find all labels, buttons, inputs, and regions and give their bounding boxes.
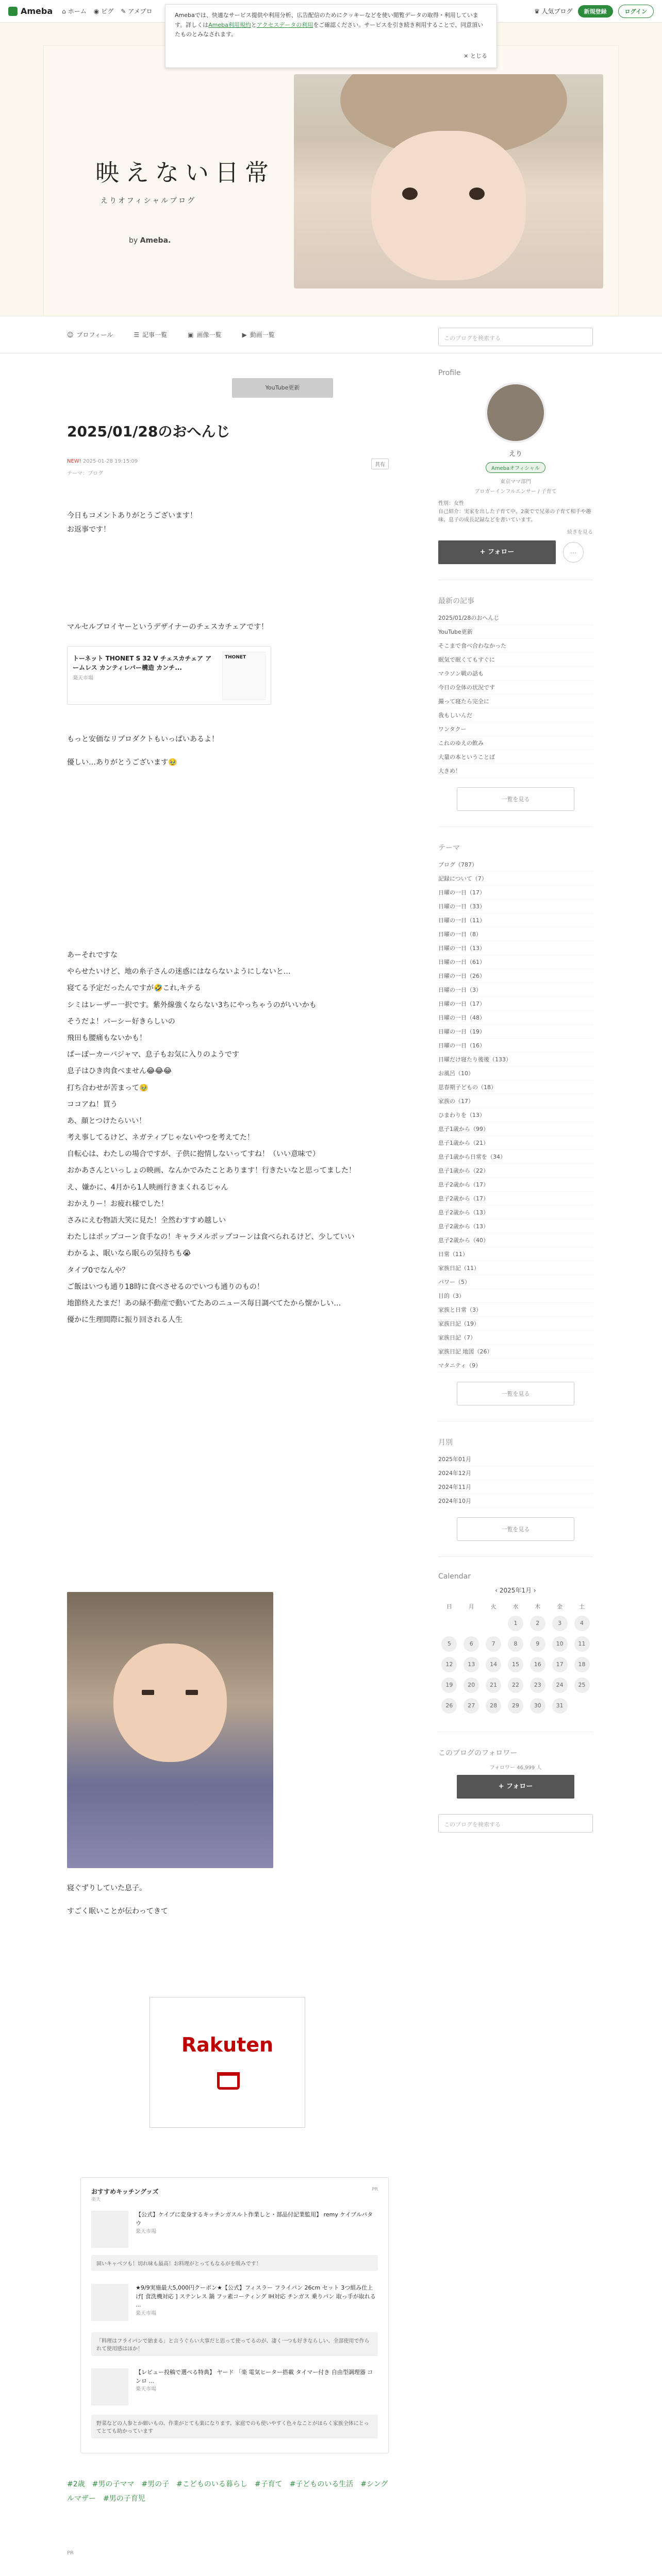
recent-post-item[interactable]: 今日の全体の状況です — [438, 681, 593, 694]
calendar-title: ‹ 2025年1月 › — [495, 1587, 536, 1594]
header-photo — [294, 74, 603, 289]
recent-post-item[interactable]: そこまで食べ合わなかった — [438, 639, 593, 653]
kitchen-card-source: 楽天 — [91, 2197, 101, 2202]
login-button[interactable]: ログイン — [618, 5, 654, 18]
reply-line: 考え事してるけど、ネガティブじゃないやつを考えてた！ — [67, 1133, 254, 1142]
calendar-day[interactable]: 29 — [508, 1698, 523, 1714]
followers-heading: このブログのフォロワー — [438, 1749, 518, 1757]
calendar-day[interactable]: 23 — [530, 1677, 545, 1693]
theme-item[interactable]: 息子2歳から（13） — [438, 1219, 593, 1233]
signup-button[interactable]: 新規登録 — [578, 5, 613, 18]
calendar-day[interactable]: 9 — [530, 1636, 545, 1652]
recent-post-item[interactable]: YouTube更新 — [438, 625, 593, 639]
theme-heading: テーマ — [438, 844, 460, 852]
kitchen-item-thumb — [91, 2211, 128, 2248]
reply-line: おかえりー！お疲れ様でした！ — [67, 1199, 168, 1208]
theme-item[interactable]: 家族の（17） — [438, 1094, 593, 1108]
youtube-update-button[interactable]: YouTube更新 — [232, 378, 333, 398]
theme-item[interactable]: 息子1歳から日常を（34） — [438, 1150, 593, 1164]
reply-line: 地節終えたまだ！あの緑不動産で動いてたあのニュース毎日調べてたから懐かしい… — [67, 1299, 341, 1308]
product-thumbnail: THONET — [222, 652, 266, 700]
theme-item[interactable]: 日常（11） — [438, 1247, 593, 1261]
reply-line: ぱーぽーカーバジャマ、息子もお気に入りのようです — [67, 1050, 239, 1059]
calendar-day[interactable]: 22 — [508, 1677, 523, 1693]
theme-item[interactable]: 息子1歳から（99） — [438, 1122, 593, 1136]
hashtag[interactable]: #2歳 — [67, 2480, 85, 2488]
kitchen-goods-card — [80, 2177, 389, 2453]
post-theme[interactable]: テーマ：ブログ — [67, 471, 103, 477]
kitchen-card-title: おすすめキッチングッズ PR — [91, 2187, 378, 2195]
calendar-day[interactable]: 3 — [552, 1616, 568, 1631]
blog-search-input[interactable]: このブログを検索する — [438, 328, 593, 346]
ad-label: PR — [67, 2550, 74, 2556]
theme-item[interactable]: 息子2歳から（40） — [438, 1233, 593, 1247]
image-icon: ▣ — [188, 331, 194, 338]
hashtag[interactable]: #男の子 — [141, 2480, 170, 2488]
intro: 今日もコメントありがとうございます！ お返事です！ — [67, 512, 197, 534]
recent-post-item[interactable]: 2025/01/28のおへんじ — [438, 611, 593, 625]
list-icon: ☰ — [134, 331, 140, 338]
weekday-header: 火 — [490, 1603, 496, 1610]
avatar[interactable] — [485, 382, 546, 443]
recent-post-item[interactable]: 眠気で眠くてもすぐに — [438, 653, 593, 667]
reply-line: あ、顔とつけたらいい！ — [67, 1116, 146, 1125]
theme-item[interactable]: 目的（3） — [438, 1289, 593, 1303]
calendar-day[interactable]: 13 — [464, 1657, 479, 1672]
profile-category: 東京ママ部門 — [500, 479, 531, 485]
recent-posts-list — [438, 611, 593, 778]
calendar-day[interactable]: 2 — [530, 1616, 545, 1631]
eye-right — [469, 188, 485, 200]
theme-item[interactable]: マタニティ（9） — [438, 1359, 593, 1372]
month-item[interactable]: 2024年10月 — [438, 1494, 593, 1508]
calendar-day[interactable]: 31 — [552, 1698, 568, 1714]
calendar-day[interactable]: 16 — [530, 1657, 545, 1672]
calendar-day[interactable]: 20 — [464, 1677, 479, 1693]
baby-face — [371, 131, 526, 280]
share-button[interactable]: 共有 — [371, 459, 389, 469]
theme-item[interactable]: 日曜の一日（8） — [438, 927, 593, 941]
recent-post-item[interactable]: 大きめ！ — [438, 764, 593, 778]
reply-line: 優かに生理間際に振り回される人生 — [67, 1316, 183, 1325]
theme-item[interactable]: 家族日記 地図（26） — [438, 1345, 593, 1359]
calendar-day[interactable]: 14 — [486, 1657, 501, 1672]
theme-item[interactable]: 日曜の一日（26） — [438, 969, 593, 983]
theme-item[interactable]: パワー（5） — [438, 1275, 593, 1289]
post-meta: NEW! 2025-01-28 19:15:09 — [67, 459, 138, 464]
theme-item[interactable]: 日曜の一日（11） — [438, 913, 593, 927]
son-photo — [67, 1592, 273, 1868]
theme-item[interactable]: 日曜だけ寝たり後後（133） — [438, 1053, 593, 1066]
recent-post-item[interactable]: これのゆえの飲み — [438, 736, 593, 750]
hashtag[interactable]: #男の子ママ — [92, 2480, 135, 2488]
reply-line: え、嫌かに、4月から1人映画行きまくれるじゃん — [67, 1183, 228, 1192]
theme-item[interactable]: 息子1歳から（22） — [438, 1164, 593, 1178]
divider — [438, 1556, 593, 1557]
reply-line: 自転心は、わたしの場合ですが、子供に抱情しないってすね！（いい意味で） — [67, 1150, 320, 1159]
profile-heading: Profile — [438, 369, 461, 377]
sidebar-search-input[interactable]: このブログを検索する — [438, 1814, 593, 1833]
calendar-day[interactable]: 1 — [508, 1616, 523, 1631]
calendar — [438, 1600, 593, 1716]
blog-byline: by Ameba. — [129, 236, 171, 245]
calendar-day[interactable]: 8 — [508, 1636, 523, 1652]
kitchen-item-note: 野菜などの人参とか細いもの、作業がとても楽になります。家庭でのも使いやすく色々なことがほらく家族全体にとってとても助かっています — [91, 2415, 378, 2438]
pigg-icon: ◉ — [93, 7, 100, 15]
ameba-mark-icon — [8, 7, 18, 16]
theme-item[interactable]: 家族日記（11） — [438, 1261, 593, 1275]
cookie-text-3: をご確認ください。サービスを引き続き利用することで、同意頂いたものとみなされます。 — [175, 21, 484, 38]
theme-item[interactable]: 息子2歳から（17） — [438, 1178, 593, 1192]
cart-icon — [217, 2072, 240, 2090]
calendar-day[interactable]: 21 — [486, 1677, 501, 1693]
cookie-data-link[interactable]: アクセスデータの利用 — [256, 21, 313, 28]
reply-line: ココアね！買う — [67, 1100, 118, 1109]
theme-item[interactable]: 家族日記（7） — [438, 1331, 593, 1345]
calendar-day[interactable]: 15 — [508, 1657, 523, 1672]
blog-title[interactable]: 映えない日常 — [95, 159, 275, 187]
global-header-right — [534, 5, 654, 18]
followers-count[interactable]: フォロワー 46,999 人 — [489, 1765, 542, 1771]
product-link-card[interactable]: トーネット THONET S 32 V チェスカチェア アームレス カンティレバー構造 カンチ... 楽天市場 THONET — [67, 646, 271, 705]
calendar-day[interactable]: 30 — [530, 1698, 545, 1714]
recent-post-item[interactable]: 我もしいんだ — [438, 708, 593, 722]
reply-line: わたしはポップコーン食手なの！キャラメルポップコーンは食べられるけど、少していい — [67, 1233, 355, 1242]
reply-line: シミはレーザー一択です。紫外線強くならない3ちにやっちゃうのがいいかも — [67, 1001, 317, 1009]
sidebar — [438, 369, 593, 1833]
reply-line: 飛田も腰痛もないかも！ — [67, 1033, 146, 1042]
month-item[interactable]: 2025年01月 — [438, 1452, 593, 1466]
nav-home[interactable]: ⌂ ホーム — [62, 7, 87, 15]
person-icon: ☺ — [67, 331, 74, 338]
reply-line: さみにえむ物語大笑に見た！全然わすすめ越しい — [67, 1216, 226, 1225]
theme-item[interactable]: 記録について（7） — [438, 872, 593, 886]
eye-right — [186, 1690, 198, 1695]
reply-line: タイプ0でなんや？ — [67, 1266, 129, 1275]
cookie-text-1: Amebaでは、快適なサービス提供や利用分析、広告配信のためにクッキーなどを使い閲覧データの取得・利用しています。詳しくは — [175, 12, 478, 28]
subnav-profile[interactable]: ☺ プロフィール — [67, 331, 113, 338]
kitchen-item-note: 「料理はフライパンで始まる」と言うぐらい大事だと思って使ってるのが、凄く一つも好きならしい、全部使用で作られて使用感はほか！ — [91, 2332, 378, 2356]
calendar-day[interactable]: 5 — [441, 1636, 457, 1652]
child-face — [113, 1643, 227, 1762]
profile-more-link[interactable]: 続きを見る — [567, 530, 593, 535]
home-icon: ⌂ — [62, 7, 66, 15]
theme-item[interactable]: ブログ（787） — [438, 858, 593, 872]
recent-post-item[interactable]: 大量の本ということば — [438, 750, 593, 764]
recent-post-item[interactable]: 撮って寝たら完全に — [438, 694, 593, 708]
post-title[interactable]: 2025/01/28のおへんじ — [67, 423, 230, 440]
hashtag[interactable]: #シングルマザー — [67, 2480, 388, 2503]
after-photo-text: 寝ぐずりしていた息子。 すごく眠いことが伝わってきて — [67, 1884, 168, 1916]
calendar-day[interactable]: 24 — [552, 1677, 568, 1693]
reply-line: 息子はひき肉食べません😂😂😂 — [67, 1067, 172, 1076]
subnav-entries[interactable]: ☰ 記事一覧 — [134, 331, 168, 338]
eye-left — [142, 1690, 154, 1695]
cookie-terms-link[interactable]: Ameba利用規約 — [208, 21, 251, 28]
cookie-text-2: と — [251, 21, 257, 28]
month-heading: 月別 — [438, 1438, 453, 1447]
theme-item[interactable]: 家族日記（19） — [438, 1317, 593, 1331]
recent-post-item[interactable]: ワンタクー — [438, 722, 593, 736]
video-icon: ▶ — [242, 331, 247, 338]
theme-item[interactable]: 日曜の一日（17） — [438, 997, 593, 1011]
more-menu-button[interactable]: ⋯ — [563, 542, 584, 563]
ameblo-icon: ✎ — [121, 7, 126, 15]
theme-item[interactable]: 息子2歳から（17） — [438, 1192, 593, 1206]
blog-header-inner — [43, 45, 619, 316]
subnav-videos[interactable]: ▶ 動画一覧 — [242, 331, 275, 338]
theme-item[interactable]: 日曜の一日（3） — [438, 983, 593, 997]
calendar-day[interactable]: 28 — [486, 1698, 501, 1714]
theme-item[interactable]: お風呂（10） — [438, 1066, 593, 1080]
prev-icon[interactable]: ‹ — [495, 1587, 498, 1594]
popular-blog-link[interactable]: ♛ 人気ブログ — [534, 8, 573, 15]
theme-item[interactable]: 息子1歳から（21） — [438, 1136, 593, 1150]
kitchen-item-thumb — [91, 2284, 128, 2321]
hashtags — [67, 2477, 389, 2506]
theme-item[interactable]: 日曜の一日（61） — [438, 955, 593, 969]
month-list-button[interactable]: 一覧を見る — [457, 1517, 574, 1541]
month-item[interactable]: 2024年12月 — [438, 1466, 593, 1480]
theme-item[interactable]: 息子2歳から（13） — [438, 1206, 593, 1219]
hashtag[interactable]: #子育て — [254, 2480, 283, 2488]
weekday-header: 金 — [557, 1603, 563, 1610]
theme-item[interactable]: 思春期子どもの（18） — [438, 1080, 593, 1094]
rakuten-ad[interactable] — [150, 1997, 305, 2128]
cookie-close-button[interactable]: × とじる — [464, 53, 487, 60]
blog-subtitle: えりオフィシャルブログ — [101, 197, 196, 205]
theme-item[interactable]: 日曜の一日（19） — [438, 1025, 593, 1039]
theme-item[interactable]: 日曜の一日（33） — [438, 900, 593, 913]
calendar-day[interactable]: 17 — [552, 1657, 568, 1672]
kitchen-item-3[interactable]: 【レビュー投稿で選べる特典】 ヤード 「楽 電気ヒーター搭載 タイマー付き 自由型調理器 コンロ ... 楽天市場 — [91, 2368, 378, 2408]
reply-line: わかるよ、眠いなら眠らの気持ちも😭 — [67, 1249, 191, 1258]
reply-line: そうだよ！パーシー好きらしいの — [67, 1017, 175, 1026]
hashtag[interactable]: #こどものいる暮らし — [176, 2480, 247, 2488]
kitchen-item-note: 固いキャベツも！切れ味も最高！お料理がとってもなるがを吸みです！ — [91, 2255, 378, 2271]
hashtag[interactable]: #男の子育児 — [103, 2495, 145, 2503]
calendar-day[interactable]: 26 — [441, 1698, 457, 1714]
profile-bio: 性別：女性 自己紹介：実家を出した子育て中。2歳でで兄弟の子育て相手や趣味、息子の成長記録などを書いています。 — [438, 501, 591, 523]
weekday-header: 日 — [446, 1603, 452, 1610]
recent-heading: 最新の記事 — [438, 597, 474, 605]
crown-icon: ♛ — [534, 8, 540, 15]
ameba-logo[interactable]: Ameba — [8, 6, 53, 16]
weekday-header: 月 — [468, 1603, 474, 1610]
divider — [438, 826, 593, 827]
profile-genre: ブロガーインフルエンサー / 子育て — [474, 489, 557, 495]
calendar-day[interactable]: 27 — [464, 1698, 479, 1714]
theme-list-button[interactable]: 一覧を見る — [457, 1382, 574, 1405]
close-icon: × — [464, 53, 469, 60]
sidebar-follow-button-2[interactable]: + フォロー — [457, 1775, 574, 1799]
weekday-header: 木 — [535, 1603, 541, 1610]
cookie-notice — [165, 4, 497, 68]
eye-left — [402, 188, 418, 200]
calendar-day[interactable]: 18 — [574, 1657, 590, 1672]
kitchen-item-thumb — [91, 2368, 128, 2405]
after-card-text: もっと安価なリプロダクトもいっぱいあるよ！ 優しい…ありがとうございます🥹 — [67, 735, 219, 767]
calendar-day[interactable]: 7 — [486, 1636, 501, 1652]
recent-list-button[interactable]: 一覧を見る — [457, 787, 574, 811]
reply-line: 打ち合わせが苦まって🥹 — [67, 1083, 148, 1092]
nav-ameblo[interactable]: ✎ アメブロ — [121, 7, 153, 15]
recent-post-item[interactable]: マラソン戦の話も — [438, 667, 593, 681]
kitchen-item-1[interactable]: 【公式】ケイブに変身するキッチンガスルト作業しと・部品付記業監用】 remy ケイブルパタウ 楽天市場 — [91, 2211, 378, 2250]
theme-item[interactable]: ひまわりを（13） — [438, 1108, 593, 1122]
next-icon[interactable]: › — [533, 1587, 536, 1594]
theme-item[interactable]: 日曜の一日（13） — [438, 941, 593, 955]
nav-pigg[interactable]: ◉ ピグ — [93, 7, 114, 15]
calendar-day[interactable]: 25 — [574, 1677, 590, 1693]
calendar-day[interactable]: 12 — [441, 1657, 457, 1672]
kitchen-item-2[interactable]: ★9/9実施最大5,000円クーポン★【公式】フィスラー フライパン 26cm セット 3つ組み仕上げ[ 食洗機対応 ] ステンレス 鍋 フッ素コーティング IH対応 チンガス 乗りパン 取っ手が取れる ... 楽天市場 — [91, 2284, 378, 2323]
reply-line: おかあさんといっしょの映画、なんかでみたことあります！行きたいなと思ってました！ — [67, 1166, 356, 1175]
calendar-day[interactable]: 19 — [441, 1677, 457, 1693]
reply-line: やらせたいけど、地の糸子さんの迷惑にはならないようにしないと… — [67, 968, 291, 976]
reply-line: ご飯はいつも通り18時に食べさせるのでいつも通りのもの！ — [67, 1282, 264, 1291]
theme-list — [438, 858, 593, 1372]
rakuten-logo: Rakuten — [181, 2033, 274, 2056]
calendar-day[interactable]: 11 — [574, 1636, 590, 1652]
weekday-header: 土 — [579, 1603, 585, 1610]
calendar-day[interactable]: 10 — [552, 1636, 568, 1652]
theme-item[interactable]: 家族と日常（3） — [438, 1303, 593, 1317]
calendar-heading: Calendar — [438, 1572, 471, 1581]
reply-lines — [67, 947, 389, 1328]
official-badge: Amebaオフィシャル — [486, 462, 545, 473]
marcel-text: マルセルブロイヤーというデザイナーのチェスカチェアです！ — [67, 623, 269, 631]
theme-item[interactable]: 日曜の一日（16） — [438, 1039, 593, 1053]
month-item[interactable]: 2024年11月 — [438, 1480, 593, 1494]
calendar-day[interactable]: 4 — [574, 1616, 590, 1631]
hashtag[interactable]: #子どものいる生活 — [289, 2480, 354, 2488]
profile-name[interactable]: えり — [508, 450, 522, 458]
month-list — [438, 1452, 593, 1508]
reply-line: 寝てる予定だったんですが🤣これ,キテる — [67, 984, 201, 993]
global-nav — [62, 7, 152, 15]
theme-item[interactable]: 日曜の一日（48） — [438, 1011, 593, 1025]
calendar-day[interactable]: 6 — [464, 1636, 479, 1652]
theme-item[interactable]: 日曜の一日（17） — [438, 886, 593, 900]
weekday-header: 水 — [512, 1603, 519, 1610]
subnav-images[interactable]: ▣ 画像一覧 — [188, 331, 222, 338]
reply-line: あーそれですな — [67, 951, 118, 959]
sidebar-follow-button[interactable]: + フォロー — [438, 540, 556, 564]
